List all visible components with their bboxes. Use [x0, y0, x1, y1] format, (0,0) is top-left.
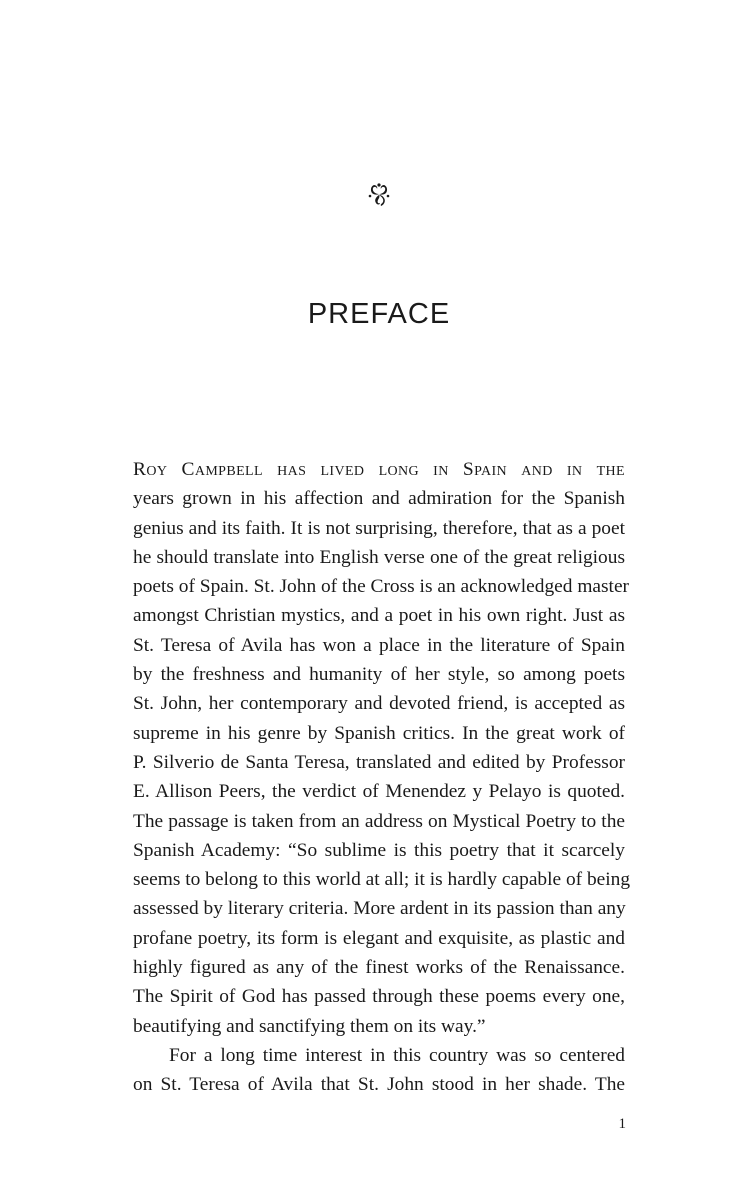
text-line: assessed by literary criteria. More ardent in its passion than any: [133, 898, 626, 920]
text-line: P. Silverio de Santa Teresa, translated and edited by Professor: [133, 751, 625, 773]
text-line: St. Teresa of Avila has won a place in the literature of Spain: [133, 634, 625, 656]
paragraph-first-line: For a long time interest in this country was so centered: [169, 1044, 625, 1066]
chapter-ornament: [366, 182, 392, 208]
text-line: St. John, her contemporary and devoted friend, is accepted as: [133, 693, 625, 715]
preface-body: [133, 455, 631, 1100]
text-line: he should translate into English verse one of the great religious: [133, 546, 625, 568]
text-line: years grown in his affection and admiration for the Spanish: [133, 488, 625, 510]
text-line: The Spirit of God has passed through these poems every one,: [133, 986, 625, 1008]
text-line: highly figured as any of the finest works of the Renaissance.: [133, 957, 625, 979]
text-line: by the freshness and humanity of her style, so among poets: [133, 664, 625, 686]
text-line: beautifying and sanctifying them on its way.”: [133, 1015, 486, 1037]
text-line: profane poetry, its form is elegant and exquisite, as plastic and: [133, 927, 625, 949]
text-line: on St. Teresa of Avila that St. John stood in her shade. The: [133, 1074, 625, 1096]
text-line: amongst Christian mystics, and a poet in his own right. Just as: [133, 605, 625, 627]
text-line: The passage is taken from an address on Mystical Poetry to the: [133, 810, 625, 832]
fleuron-icon: [366, 182, 392, 208]
chapter-title: PREFACE: [307, 298, 451, 330]
lead-in-line: Roy Campbell has lived long in Spain and in the: [133, 459, 625, 480]
text-line: seems to belong to this world at all; it is hardly capable of being: [133, 869, 631, 891]
text-line: supreme in his genre by Spanish critics. In the great work of: [133, 722, 625, 744]
text-line: genius and its faith. It is not surprising, therefore, that as a poet: [133, 517, 625, 539]
text-line: Spanish Academy: “So sublime is this poetry that it scarcely: [133, 839, 625, 861]
page-number: 1: [618, 1116, 626, 1132]
text-line: E. Allison Peers, the verdict of Menendez y Pelayo is quoted.: [133, 781, 625, 803]
text-line: poets of Spain. St. John of the Cross is an acknowledged master: [133, 576, 630, 598]
